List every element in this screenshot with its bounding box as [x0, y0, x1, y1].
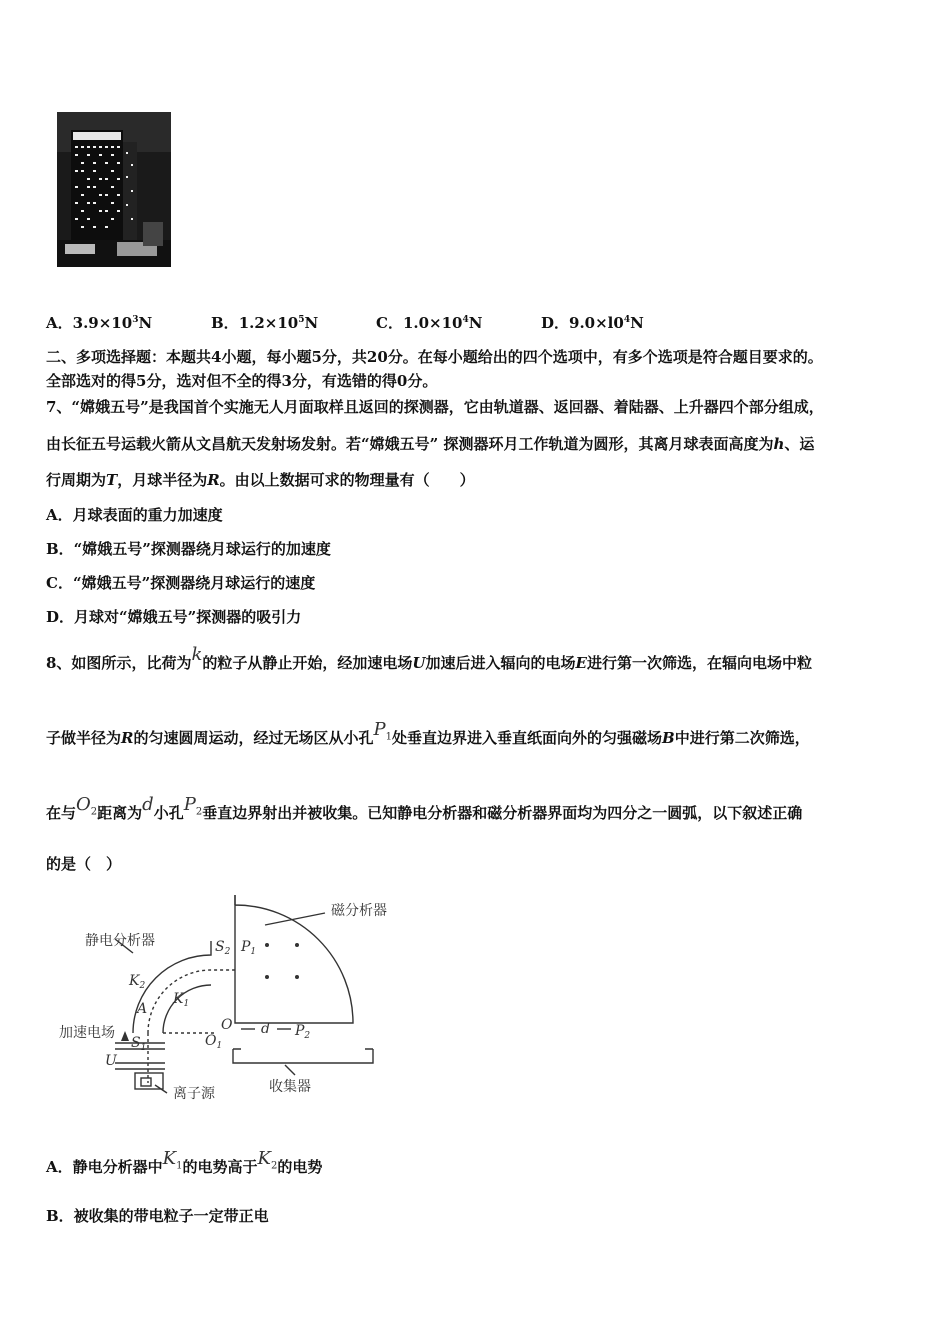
label-accel-field: 加速电场 [59, 1025, 115, 1041]
q6-option-d: D．$9.0\times l0^4N$ [541, 314, 644, 332]
building-photo [57, 112, 171, 267]
q7-option-b: B．“嫦娥五号”探测器绕月球运行的加速度 [46, 540, 331, 558]
magnetic-field-dots [265, 943, 299, 979]
q8-stem-line4: 的是（ ） [46, 855, 122, 873]
q7-stem-line1: 7、“嫦娥五号”是我国首个实施无人月面取样且返回的探测器，它由轨道器、返回器、着陆器、上升器四个部分组成， [46, 398, 824, 416]
label-s1: $S_1$ [131, 1035, 147, 1053]
q7-option-c: C．“嫦娥五号”探测器绕月球运行的速度 [46, 574, 316, 592]
q8-stem-line2: 子做半径为R的匀速圆周运动，经过无场区从小孔$P_1$处垂直边界进入垂直纸面向外的匀强磁场B中进行第二次筛选， [46, 719, 810, 747]
q8-option-a: A．静电分析器中$K_1$的电势高于$K_2$的电势 [46, 1148, 323, 1176]
collector-box [233, 1049, 373, 1063]
label-o: O [221, 1017, 233, 1033]
label-u: U [105, 1053, 117, 1069]
q6-option-b: B．$1.2\times 10^5N$ [211, 314, 319, 332]
label-o1: $O_1$ [205, 1033, 223, 1051]
q8-option-b: B．被收集的带电粒子一定带正电 [46, 1207, 269, 1225]
q6-option-a: A．$3.9\times 10^3N$ [46, 314, 153, 332]
q8-stem-line1: 8、如图所示，比荷为k的粒子从静止开始，经加速电场U加速后进入辐向的电场E进行第一次筛选，在辐向电场中粒 [46, 644, 812, 672]
q7-stem-line2: 由长征五号运载火箭从文昌航天发射场发射。若“嫦娥五号” 探测器环月工作轨道为圆形，其离月球表面高度为h、运 [46, 435, 815, 453]
q7-option-a: A．月球表面的重力加速度 [46, 506, 223, 524]
label-magnetic-analyzer: 磁分析器 [331, 903, 387, 919]
q7-option-d: D．月球对“嫦娥五号”探测器的吸引力 [46, 608, 302, 626]
mass-spectrometer-diagram [55, 893, 395, 1113]
label-static-analyzer: 静电分析器 [85, 933, 155, 949]
section2-line2: 全部选对的得5分，选对但不全的得3分，有选错的得0分。 [46, 372, 438, 390]
label-a: A [137, 1001, 148, 1017]
static-analyzer-inner [163, 985, 211, 1033]
label-p1: $P_1$ [241, 939, 257, 957]
label-ion-source: 离子源 [173, 1086, 215, 1102]
q7-stem-line3: 行周期为T，月球半径为R。由以上数据可求的物理量有（ ） [46, 471, 475, 489]
label-p2: $P_2$ [295, 1023, 311, 1041]
label-s2: $S_2$ [215, 939, 231, 957]
section2-line1: 二、多项选择题：本题共4小题，每小题5分，共20分。在每小题给出的四个选项中，有多个选项是符合题目要求的。 [46, 348, 823, 366]
label-k2: $K_2$ [129, 973, 146, 991]
q6-option-c: C．$1.0\times 10^4N$ [376, 314, 483, 332]
label-k1: $K_1$ [173, 991, 190, 1009]
label-d: d [261, 1021, 270, 1037]
q8-stem-line3: 在与$O_2$距离为d小孔$P_2$垂直边界射出并被收集。已知静电分析器和磁分析器界面均为四分之一圆弧，以下叙述正确 [46, 794, 803, 822]
label-collector: 收集器 [269, 1079, 311, 1095]
